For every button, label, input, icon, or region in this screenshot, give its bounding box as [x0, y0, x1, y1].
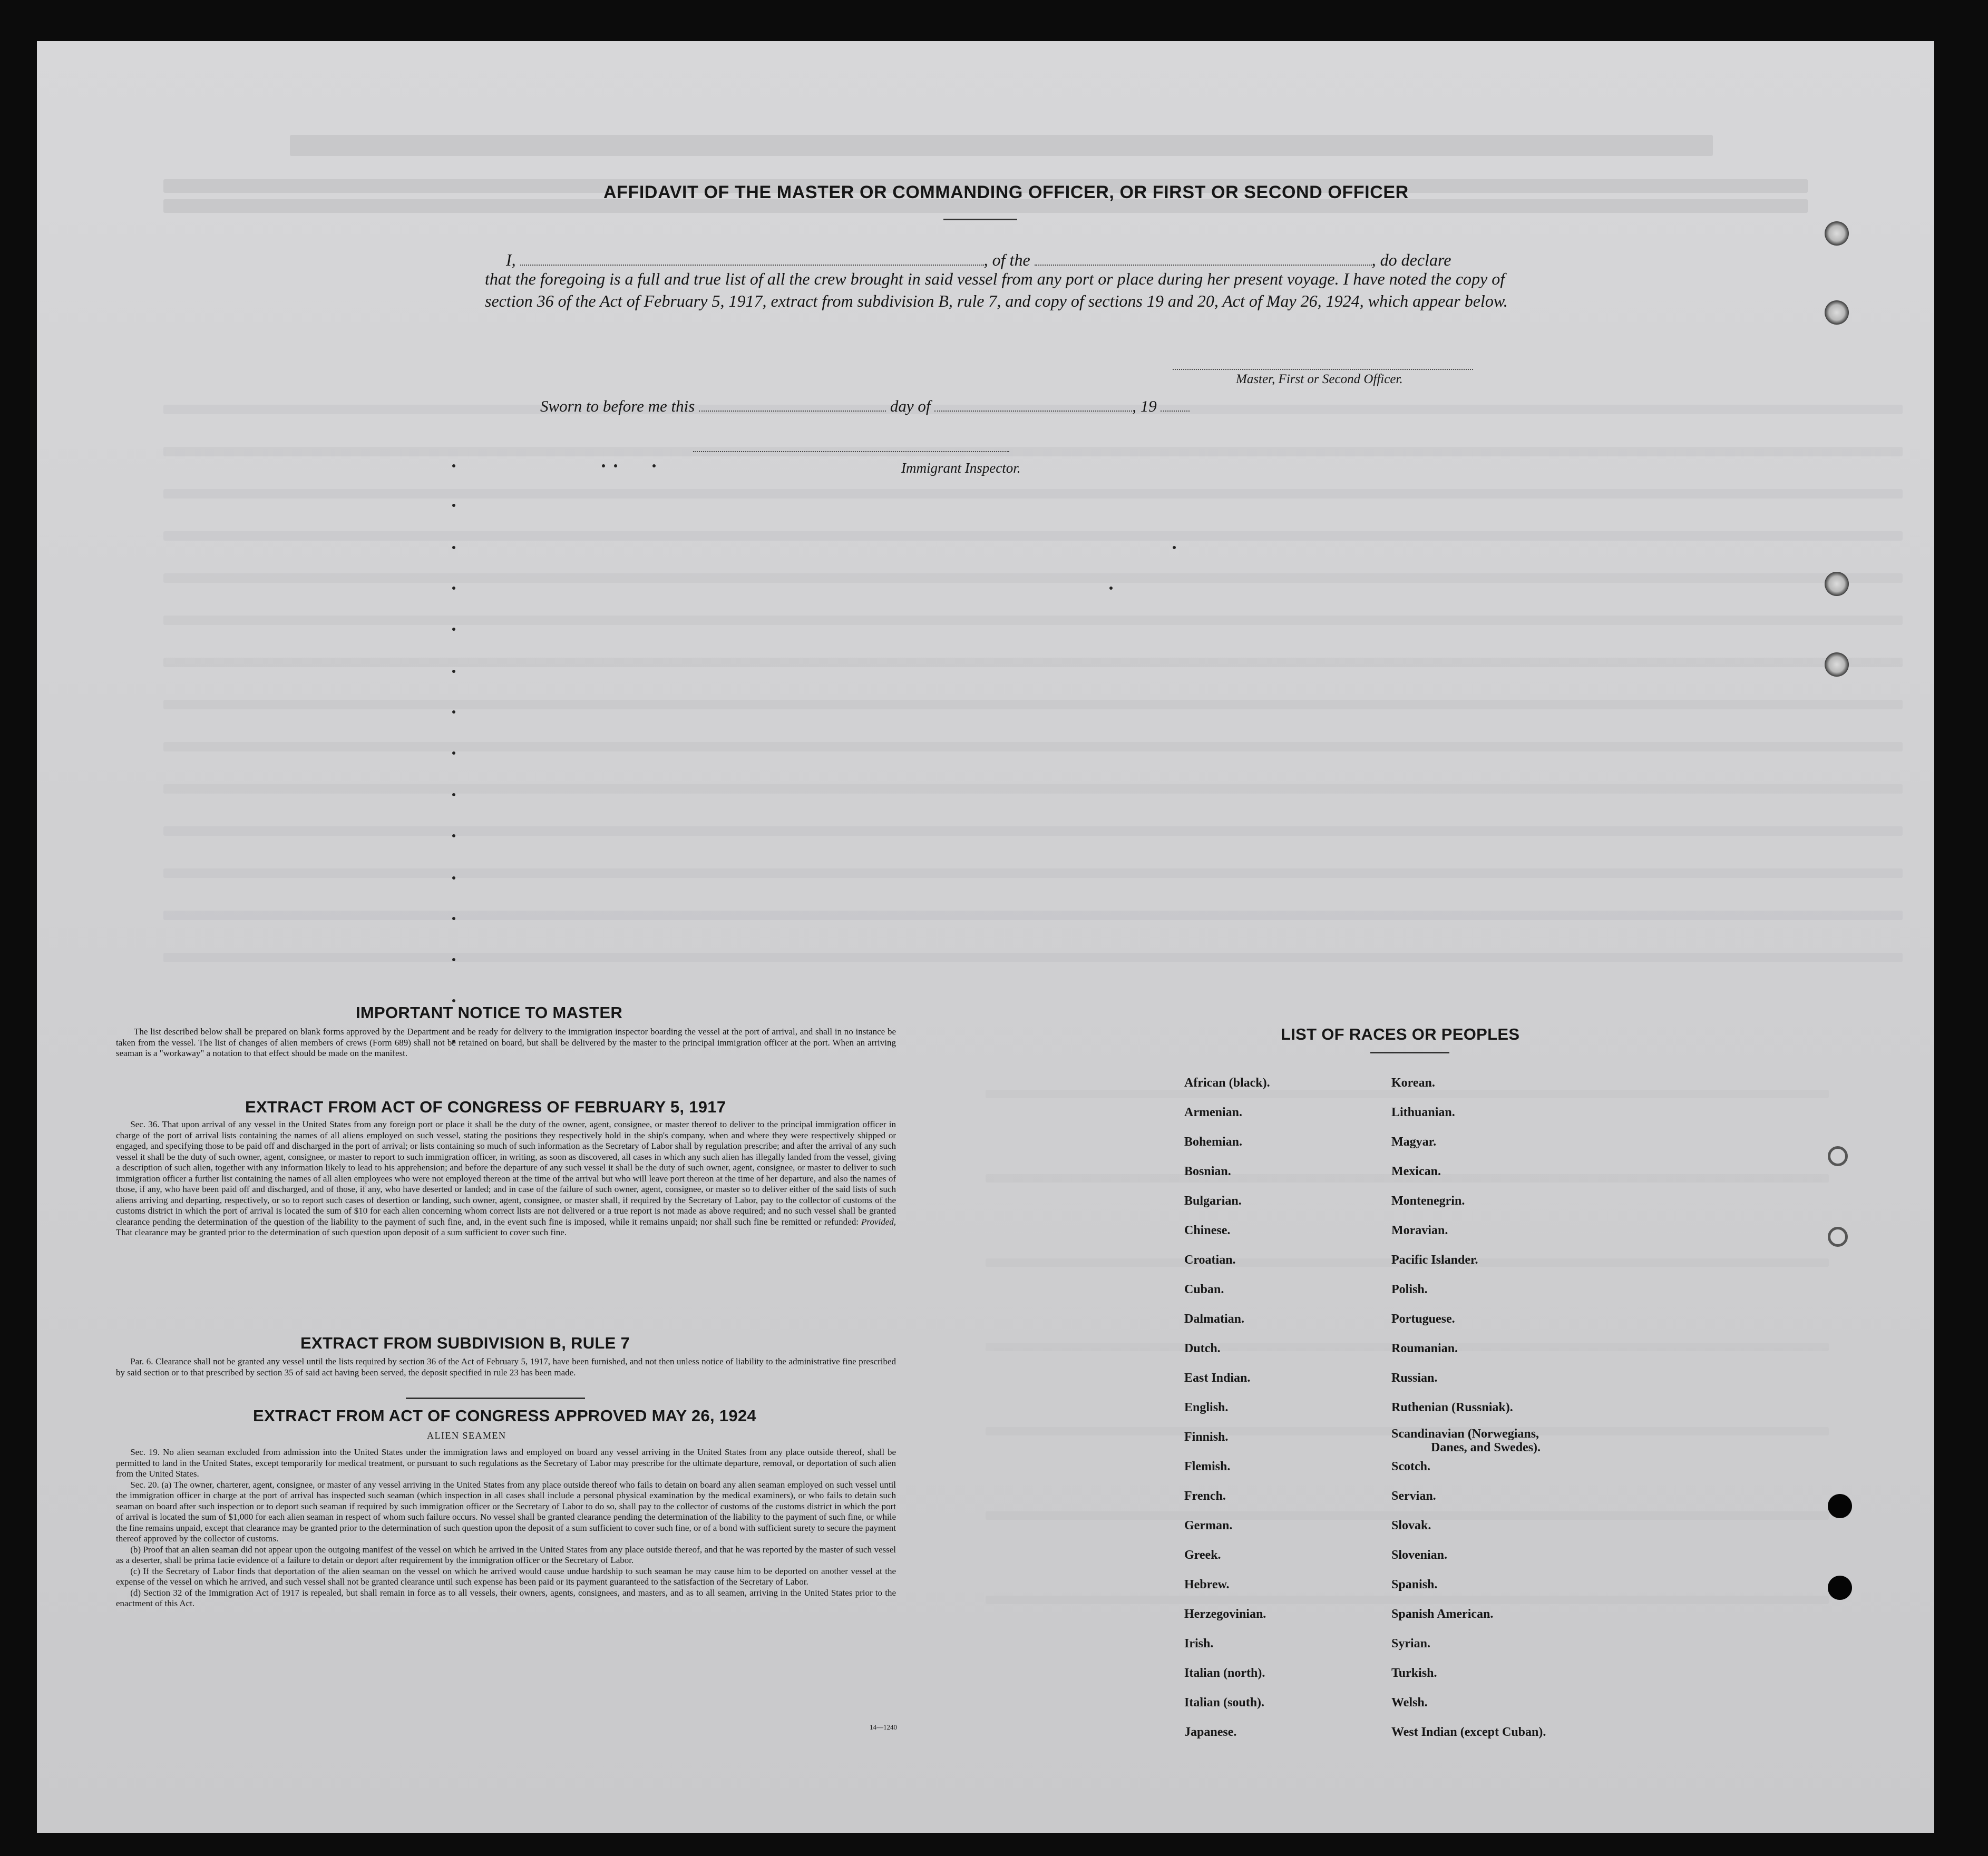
- race-item: Servian.: [1391, 1489, 1436, 1503]
- race-item: Croatian.: [1184, 1253, 1236, 1267]
- ink-dot: [652, 464, 656, 467]
- extract-1924-title: EXTRACT FROM ACT OF CONGRESS APPROVED MAY 26, 1924: [253, 1406, 756, 1425]
- form-number: 14—1240: [870, 1723, 897, 1731]
- sworn-month-field[interactable]: [934, 396, 1132, 412]
- race-item: Portuguese.: [1391, 1312, 1455, 1326]
- sworn-line: [540, 396, 1190, 416]
- binder-hole: [1828, 1494, 1852, 1518]
- sec-36-text: That upon arrival of any vessel in the United States from any foreign port or place it shall be the duty of the owner, agent, consignee, or master thereof to deliver to the principal immigration officer in charge of the port of arrival lists containing the names of all aliens employed on such vessel, stating the positions they respectively hold in the ship's company, when and where they were respectively shipped or engaged, and specifying those to be paid off and discharged in the port of arrival; or lists containing so much of such information as the Secretary of Labor shall by regulation prescribe; and after the arrival of any such vessel it shall be the duty of such owner, agent, consignee, or master to report to such immigration officer, in writing, as soon as discovered, all cases in which any such alien has illegally landed from the vessel, giving a description of such alien, together with any information likely to lead to his apprehension; and before the departure of any such vessel it shall be the duty of such owner, agent, consignee, or master to deliver to such immigration officer a further list containing the names of all alien employees who were not employed thereon at the time of the arrival but who will leave port thereon at the time of her departure, and also the names of those, if any, who have been paid off and discharged, and of those, if any, who have deserted or landed; and in case of the failure of such owner, agent, consignee, or master so to deliver either of the said lists of such aliens arriving and departing, respectively, or so to report such cases of desertion or landing, such owner, agent, consignee, or master shall, if required by the Secretary of Labor, pay to the collector of customs of the customs district in which the port of arrival is located the sum of $10 for each alien concerning whom correct lists are not delivered or a true report is not made as above required; and no such vessel shall be granted clearance pending the determination of the question of the liability to the payment of such fine, and, in the event such fine is imposed, while it remains unpaid; nor shall such fine be remitted or refunded:: [116, 1119, 896, 1227]
- declarant-name-field[interactable]: [520, 249, 984, 266]
- race-item: French.: [1184, 1489, 1226, 1503]
- race-item: Spanish American.: [1391, 1607, 1494, 1621]
- race-item: Spanish.: [1391, 1578, 1438, 1591]
- sworn-prefix: Sworn to before me this: [540, 396, 695, 415]
- races-title-rule: [1370, 1052, 1449, 1053]
- race-item-continuation: Danes, and Swedes).: [1431, 1441, 1541, 1454]
- race-item: East Indian.: [1184, 1371, 1251, 1385]
- race-item: Welsh.: [1391, 1696, 1428, 1710]
- binder-hole: [1825, 300, 1849, 325]
- extract-1917-title: EXTRACT FROM ACT OF CONGRESS OF FEBRUARY 5, 1917: [245, 1098, 726, 1116]
- rule-7-text: Par. 6. Clearance shall not be granted any vessel until the lists required by section 36 of the Act of February 5, 1917, have been furnished, and not then unless notice of liability to the administrative fine prescribed by said section or to that prescribed by section 35 of said act having been served, the deposit specified in rule 23 has been made.: [116, 1356, 896, 1378]
- sec-20d-text: (d) Section 32 of the Immigration Act of 1917 is repealed, but shall remain in force as to all vessels, their owners, agents, consignees, and masters, and as to all seamen, arriving in the United States prior to the enactment of this Act.: [116, 1587, 896, 1608]
- race-item: Mexican.: [1391, 1165, 1441, 1178]
- race-item: Turkish.: [1391, 1666, 1437, 1680]
- race-item: Dalmatian.: [1184, 1312, 1244, 1326]
- race-item: Greek.: [1184, 1548, 1221, 1562]
- rule-7-body: [116, 1356, 896, 1378]
- master-signature-label: Master, First or Second Officer.: [1236, 372, 1403, 386]
- ink-dot: [452, 958, 455, 961]
- race-item: Hebrew.: [1184, 1578, 1230, 1591]
- affidavit-body: that the foregoing is a full and true list of all the crew brought in said vessel from any port or place during her present voyage. I have noted the copy of section 36 of the Act of February 5, 1917, extract from subdivision B, rule 7, and copy of sections 19 and 20, Act of May 26, 1924, which appear below.: [485, 269, 1508, 310]
- binder-hole: [1828, 1576, 1852, 1600]
- of-the-label: , of the: [983, 250, 1030, 269]
- notice-text: The list described below shall be prepared on blank forms approved by the Department and be ready for delivery to the immigration inspector boarding the vessel at the port of arrival, and shall in no instance be taken from the vessel. The list of changes of alien members of crews (Form 689) shall not be retained on board, but shall be delivered by the master to the principal immigration officer at the port. When an arriving seaman is a "workaway" a notation to that effect should be made on the manifest.: [116, 1027, 896, 1058]
- race-item: Chinese.: [1184, 1224, 1231, 1237]
- race-item: Bulgarian.: [1184, 1194, 1242, 1208]
- sec-20-label: Sec. 20.: [130, 1479, 159, 1490]
- vessel-name-field[interactable]: [1035, 249, 1372, 266]
- ink-dot: [614, 464, 617, 467]
- race-item: Scotch.: [1391, 1460, 1430, 1473]
- race-item: Montenegrin.: [1391, 1194, 1465, 1208]
- ink-dot: [452, 793, 455, 796]
- race-item: Syrian.: [1391, 1637, 1431, 1650]
- affidavit-title: AFFIDAVIT OF THE MASTER OR COMMANDING OFFICER, OR FIRST OR SECOND OFFICER: [603, 182, 1409, 202]
- race-item: Roumanian.: [1391, 1342, 1458, 1355]
- ink-dot: [452, 504, 455, 507]
- binder-hole: [1825, 652, 1849, 677]
- ink-dot: [452, 670, 455, 673]
- ink-dot: [1173, 546, 1176, 549]
- race-item: Italian (north).: [1184, 1666, 1265, 1680]
- sworn-day-of-label: day of: [890, 396, 931, 415]
- proviso-label: Provided,: [861, 1216, 896, 1227]
- sec-20b-text: (b) Proof that an alien seaman did not appear upon the outgoing manifest of the vessel on which he arrived in the United States from any place outside thereof, and that he was reported by the master of such vessel as a deserter, shall be prima facie evidence of a failure to detain or deport after requirement by the immigration officer or the Secretary of Labor.: [116, 1544, 896, 1565]
- race-item: Scandinavian (Norwegians,: [1391, 1427, 1539, 1441]
- ink-dot: [452, 917, 455, 920]
- section-rule: [406, 1398, 585, 1399]
- race-item: Pacific Islander.: [1391, 1253, 1478, 1267]
- binder-hole: [1828, 1146, 1848, 1166]
- race-item: Irish.: [1184, 1637, 1214, 1650]
- binder-hole: [1828, 1227, 1848, 1247]
- race-item: English.: [1184, 1401, 1229, 1414]
- sec-19-label: Sec. 19.: [130, 1447, 160, 1457]
- extract-1924-body: [116, 1447, 896, 1609]
- race-item: Italian (south).: [1184, 1696, 1265, 1710]
- ink-dot: [452, 587, 455, 590]
- race-item: Russian.: [1391, 1371, 1438, 1385]
- race-item: German.: [1184, 1519, 1233, 1532]
- ink-dot: [452, 628, 455, 631]
- ink-dot: [1109, 587, 1113, 590]
- declaration-line: [506, 249, 1451, 270]
- race-item: Armenian.: [1184, 1106, 1242, 1119]
- ink-dot: [452, 751, 455, 755]
- manifest-sheet: [37, 41, 1934, 1833]
- ink-dot: [452, 834, 455, 837]
- sworn-year-label: , 19: [1132, 396, 1157, 415]
- title-rule: [943, 219, 1017, 220]
- ink-dot: [602, 464, 605, 467]
- race-item: Slovenian.: [1391, 1548, 1448, 1562]
- notice-body: [116, 1027, 896, 1059]
- race-item: Bohemian.: [1184, 1135, 1243, 1149]
- extract-1917-body: [116, 1119, 896, 1238]
- ink-dot: [452, 464, 455, 467]
- master-signature-field[interactable]: [1173, 369, 1473, 370]
- race-item: African (black).: [1184, 1076, 1270, 1090]
- race-item: Dutch.: [1184, 1342, 1221, 1355]
- rule-7-title: EXTRACT FROM SUBDIVISION B, RULE 7: [300, 1334, 630, 1352]
- notice-title: IMPORTANT NOTICE TO MASTER: [356, 1003, 623, 1022]
- race-item: Cuban.: [1184, 1283, 1224, 1296]
- race-item: Moravian.: [1391, 1224, 1448, 1237]
- ink-dot: [452, 546, 455, 549]
- ink-dot: [452, 710, 455, 714]
- sec-36-label: Sec. 36.: [130, 1119, 160, 1129]
- race-item: Bosnian.: [1184, 1165, 1231, 1178]
- declarant-prefix: I,: [506, 250, 516, 269]
- sec-20a-text: (a) The owner, charterer, agent, consignee, or master of any vessel arriving in the United States from any place outside thereof who fails to detain on board any alien seaman employed on such vessel until the immigration officer in charge at the port of arrival has inspected such seaman (which inspection in all cases shall include a personal physical examination by the medical examiners), or who fails to detain such seaman on board after such inspection or to deport such seaman if required by such immigration officer or the Secretary of Labor to do so, shall pay to the collector of customs of the customs district in which the port of arrival is located the sum of $1,000 for each alien seaman in respect of whom such failure occurs. No vessel shall be granted clearance pending the determination of the liability to the payment of such fine, or while the fine remains unpaid, except that clearance may be granted prior to the determination of such question upon the deposit of a sum sufficient to cover such fine, or of a bond with sufficient surety to secure the payment thereof approved by the collector of customs.: [116, 1479, 896, 1544]
- proviso-text: That clearance may be granted prior to the determination of such question upon deposit of a sum sufficient to cover such fine.: [116, 1227, 567, 1237]
- sworn-day-field[interactable]: [699, 396, 886, 412]
- race-item: Magyar.: [1391, 1135, 1437, 1149]
- binder-hole: [1825, 221, 1849, 246]
- race-item: Korean.: [1391, 1076, 1435, 1090]
- sec-20c-text: (c) If the Secretary of Labor finds that deportation of the alien seaman on the vessel on which he arrived would cause undue hardship to such seaman he may cause him to be deported on another vessel at the expense of the vessel on which he arrived, and such vessel shall not be granted clearance until such expense has been paid or its payment guaranteed to the satisfaction of the Secretary of Labor.: [116, 1566, 896, 1587]
- inspector-label: Immigrant Inspector.: [901, 460, 1021, 476]
- alien-seamen-subtitle: ALIEN SEAMEN: [427, 1430, 506, 1441]
- race-item: Lithuanian.: [1391, 1106, 1455, 1119]
- race-item: Herzegovinian.: [1184, 1607, 1266, 1621]
- races-title: LIST OF RACES OR PEOPLES: [1281, 1025, 1520, 1043]
- race-item: Slovak.: [1391, 1519, 1431, 1532]
- race-item: Ruthenian (Russniak).: [1391, 1401, 1513, 1414]
- ink-dot: [452, 999, 455, 1002]
- inspector-signature-field[interactable]: [693, 451, 1009, 452]
- ink-dot: [452, 876, 455, 880]
- race-item: Finnish.: [1184, 1430, 1229, 1444]
- sec-19-text: No alien seaman excluded from admission into the United States under the immigration laws and employed on board any vessel arriving in the United States from any place outside thereof, shall be permitted to land in the United States, except temporarily for medical treatment, or pursuant to such regulations as the Secretary of Labor may prescribe for the ultimate departure, removal, or deportation of such alien from the United States.: [116, 1447, 896, 1479]
- race-item: Polish.: [1391, 1283, 1428, 1296]
- race-item: Flemish.: [1184, 1460, 1231, 1473]
- race-item: West Indian (except Cuban).: [1391, 1725, 1546, 1739]
- race-item: Japanese.: [1184, 1725, 1237, 1739]
- sworn-year-field[interactable]: [1161, 396, 1190, 412]
- declare-label: , do declare: [1371, 250, 1451, 269]
- binder-hole: [1825, 572, 1849, 596]
